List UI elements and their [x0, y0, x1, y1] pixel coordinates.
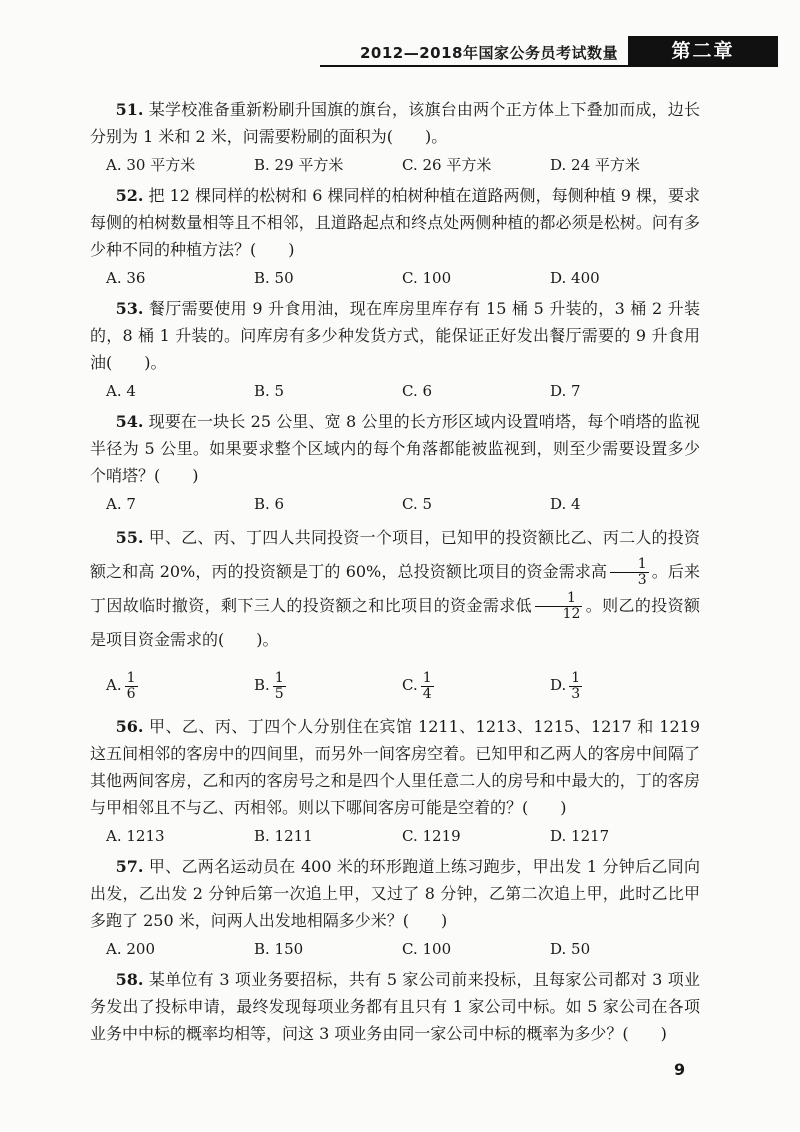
question-58	[90, 966, 700, 1047]
question-number: 51.	[115, 100, 144, 119]
option-b: B. 50	[254, 269, 294, 287]
option-d: D. 400	[550, 269, 600, 287]
option-c: C. 100	[402, 940, 452, 958]
options-54	[90, 489, 700, 519]
option-c: C. 100	[402, 269, 452, 287]
question-list	[90, 96, 700, 1047]
question-56	[90, 713, 700, 821]
options-55	[90, 663, 700, 707]
question-number: 55.	[115, 528, 144, 547]
question-text: 某单位有 3 项业务要招标，共有 5 家公司前来投标，且每家公司都对 3 项业务发出了投标申请，最终发现每项业务都有且只有 1 家公司中标。如 5 家公司在各项业务中中标的概率均相等，问这 3 项业务由同一家公司中标的概率为多少？( )	[90, 970, 700, 1043]
option-a: A. 1213	[106, 827, 165, 845]
question-57	[90, 853, 700, 934]
option-c: C. 1219	[402, 827, 461, 845]
options-52	[90, 263, 700, 293]
option-c: C. 6	[402, 382, 433, 400]
option-a: A. 200	[106, 940, 155, 958]
question-number: 56.	[115, 717, 144, 736]
option-b: B. 1211	[254, 827, 313, 845]
option-d: D. 4	[550, 495, 581, 513]
header-title: 2012—2018年国家公务员考试数量	[360, 44, 618, 62]
question-51	[90, 96, 700, 150]
option-d: D. $\frac{1}{3}$	[550, 669, 581, 702]
chapter-badge: 第二章	[628, 36, 778, 66]
question-text-part-1: 甲、乙、丙、丁四人共同投资一个项目，已知甲的投资额比乙、丙二人的投资额之和高 20%，丙的投资额是丁的 60%，总投资额比项目的资金需求高	[90, 528, 700, 581]
question-52	[90, 182, 700, 263]
fraction-one-third: $\frac{1}{3}$	[610, 557, 649, 588]
option-a: A. 36	[106, 269, 146, 287]
question-text-part-3: 。则乙的投资额是项目资金需求的( )。	[90, 596, 700, 649]
question-number: 58.	[115, 970, 144, 989]
question-number: 57.	[115, 857, 144, 876]
options-57	[90, 934, 700, 964]
option-c: C. 5	[402, 495, 433, 513]
option-b: B. 150	[254, 940, 304, 958]
option-c: C. 26 平方米	[402, 156, 492, 174]
option-d: D. 24 平方米	[550, 156, 640, 174]
option-c: C. $\frac{1}{4}$	[402, 669, 432, 702]
options-51	[90, 150, 700, 180]
question-text: 把 12 棵同样的松树和 6 棵同样的柏树种植在道路两侧，每侧种植 9 棵，要求每侧的柏树数量相等且不相邻，且道路起点和终点处两侧种植的都必须是松树。问有多少种不同的种植方法？( )	[90, 186, 700, 259]
option-d: D. 1217	[550, 827, 610, 845]
option-a: A. $\frac{1}{6}$	[106, 669, 136, 702]
option-b: B. $\frac{1}{5}$	[254, 669, 284, 702]
question-53	[90, 295, 700, 376]
question-text: 餐厅需要使用 9 升食用油，现在库房里库存有 15 桶 5 升装的，3 桶 2 升装的，8 桶 1 升装的。问库房有多少种发货方式，能保证正好发出餐厅需要的 9 升食用油( )。	[90, 299, 700, 372]
fraction-one-twelfth: $\frac{1}{12}$	[535, 591, 582, 622]
option-b: B. 6	[254, 495, 285, 513]
page-number: 9	[674, 1060, 686, 1079]
page-header	[320, 36, 778, 70]
question-text: 某学校准备重新粉刷升国旗的旗台，该旗台由两个正方体上下叠加而成，边长分别为 1 米和 2 米，问需要粉刷的面积为( )。	[90, 100, 700, 146]
option-a: A. 7	[106, 495, 136, 513]
question-number: 54.	[115, 412, 144, 431]
option-d: D. 7	[550, 382, 581, 400]
question-text: 甲、乙两名运动员在 400 米的环形跑道上练习跑步，甲出发 1 分钟后乙同向出发，乙出发 2 分钟后第一次追上甲，又过了 8 分钟，乙第二次追上甲，此时乙比甲多跑了 250 米，问两人出发地相隔多少米？( )	[90, 857, 700, 930]
question-number: 53.	[115, 299, 144, 318]
question-text: 甲、乙、丙、丁四个人分别住在宾馆 1211、1213、1215、1217 和 1219 这五间相邻的客房中的四间里，而另外一间客房空着。已知甲和乙两人的客房中间隔了其他两间客房，乙和丙的客房号之和是四个人里任意二人的房号和中最大的，丁的客房与甲相邻且不与乙、丙相邻。则以下哪间客房可能是空着的？( )	[90, 717, 700, 817]
option-a: A. 30 平方米	[106, 156, 196, 174]
options-56	[90, 821, 700, 851]
question-text-part-2: 。后来丁因故临时撤资，剩下三人的投资额之和比项目的资金需求低	[90, 562, 700, 615]
option-a: A. 4	[106, 382, 136, 400]
question-number: 52.	[115, 186, 144, 205]
option-b: B. 29 平方米	[254, 156, 344, 174]
question-text: 现要在一块长 25 公里、宽 8 公里的长方形区域内设置哨塔，每个哨塔的监视半径为 5 公里。如果要求整个区域内的每个角落都能被监视到，则至少需要设置多少个哨塔？( )	[90, 412, 700, 485]
question-54	[90, 408, 700, 489]
option-d: D. 50	[550, 940, 591, 958]
question-55	[90, 521, 700, 657]
option-b: B. 5	[254, 382, 285, 400]
options-53	[90, 376, 700, 406]
